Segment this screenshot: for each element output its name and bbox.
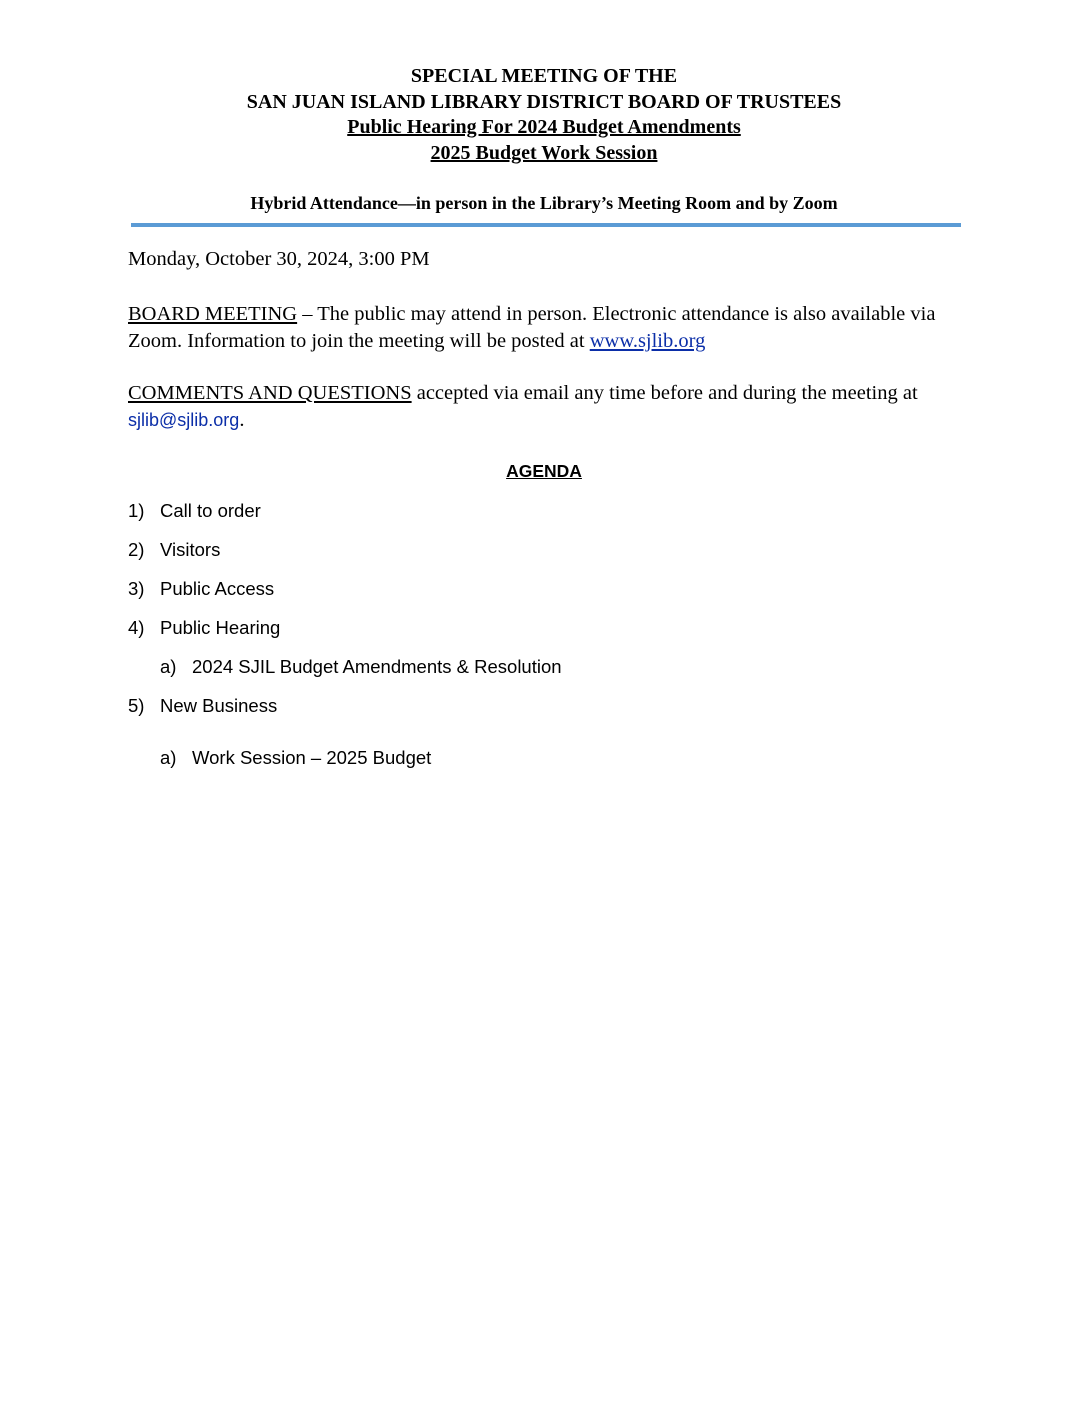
agenda-item-number: 3) (128, 578, 145, 599)
agenda-item-label: Visitors (160, 539, 221, 560)
header-line-4: 2025 Budget Work Session (430, 141, 658, 164)
agenda-item-label: Public Hearing (160, 617, 281, 638)
header-line-1: SPECIAL MEETING OF THE (410, 65, 678, 87)
comments-text: accepted via email any time before and during the meeting at (411, 382, 918, 404)
agenda-item (128, 695, 277, 717)
agenda-item-label: Work Session – 2025 Budget (192, 747, 432, 768)
board-meeting-text: – The public may attend in person. Electronic attendance is also available via Zoom. Information to join the meeting will be posted at (128, 303, 936, 352)
agenda-item-number: a) (160, 656, 177, 677)
comments-end: . (239, 409, 245, 431)
meeting-date: Monday, October 30, 2024, 3:00 PM (128, 248, 430, 270)
agenda-item (128, 500, 261, 522)
agenda-subitem (160, 747, 431, 769)
agenda-item (128, 539, 220, 561)
document-header (0, 64, 1088, 166)
email-link[interactable]: sjlib@sjlib.org (128, 410, 240, 430)
agenda-item (128, 617, 280, 639)
agenda-item-label: Public Access (160, 578, 275, 599)
agenda-item-label: 2024 SJIL Budget Amendments & Resolution (192, 656, 562, 677)
agenda-item-label: New Business (160, 695, 278, 716)
header-line-2: SAN JUAN ISLAND LIBRARY DISTRICT BOARD OF TRUSTEES (246, 90, 842, 113)
agenda-item-number: a) (160, 747, 177, 768)
website-link[interactable]: www.sjlib.org (589, 330, 706, 352)
agenda-item-label: Call to order (160, 500, 261, 521)
comments-label: COMMENTS AND QUESTIONS (128, 382, 412, 404)
header-line-3: Public Hearing For 2024 Budget Amendments (347, 116, 741, 138)
agenda-item-number: 2) (128, 539, 145, 560)
board-meeting-label: BOARD MEETING (128, 303, 298, 325)
agenda-item-number: 1) (128, 500, 145, 521)
agenda-item-number: 4) (128, 617, 145, 638)
attendance-subtitle: Hybrid Attendance—in person in the Library’s Meeting Room and by Zoom (250, 193, 838, 213)
comments-paragraph (128, 380, 938, 434)
board-meeting-paragraph (128, 301, 938, 355)
agenda-item (128, 578, 274, 600)
agenda-subitem (160, 656, 562, 678)
agenda-title: AGENDA (506, 461, 582, 481)
header-divider (131, 223, 961, 227)
agenda-item-number: 5) (128, 695, 145, 716)
